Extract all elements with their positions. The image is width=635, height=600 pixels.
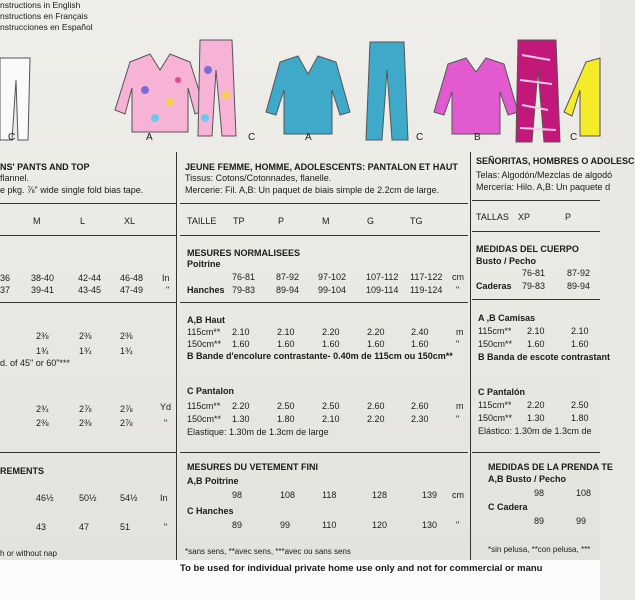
fr-unit: " (456, 285, 460, 295)
es-yard: 2.10 (571, 326, 589, 336)
fr-finished: 98 (232, 490, 243, 500)
fr-bust-label: Poitrine (187, 259, 221, 269)
fr-bust: 107-112 (366, 272, 399, 282)
es-top-label: A ,B Camisas (478, 313, 536, 323)
fr-fab-label: 150cm** (187, 414, 222, 424)
es-pants-label: C Pantalón (478, 387, 526, 397)
en-body-cell: 43-45 (78, 285, 102, 295)
fr-yard: 2.20 (232, 401, 250, 411)
column-divider (176, 152, 177, 560)
en-yardage: 1¾ (120, 346, 133, 356)
en-yardage: 2⅜ (120, 331, 133, 341)
fr-fab-label: 115cm** (187, 401, 221, 411)
es-bust-label: Busto / Pecho (476, 256, 537, 266)
lang-spanish: nstrucciones en Español (0, 22, 93, 32)
en-finished: 46½ (36, 493, 54, 503)
en-yardage: 2¾ (36, 404, 49, 414)
fr-hip: 119-124 (410, 285, 443, 295)
top-yellow-illustration (564, 58, 600, 136)
fr-band-note: B Bande d'encolure contrastante- 0.40m de 115cm ou 150cm** (187, 351, 453, 361)
fr-yard: 2.10 (232, 327, 250, 337)
es-finished-heading: MEDIDAS DE LA PRENDA TE (488, 462, 613, 472)
fr-finished: 110 (322, 520, 337, 530)
es-finished-hip-label: C Cadera (488, 502, 528, 512)
en-body-cell: 46-48 (120, 273, 144, 283)
fr-hip: 109-114 (366, 285, 399, 295)
en-unit: Yd (160, 402, 172, 412)
fr-unit: " (456, 339, 460, 349)
en-notions: e pkg. ⅞" wide single fold bias tape. (0, 185, 144, 195)
es-fab-label: 150cm** (478, 413, 513, 423)
garment-illustrations (0, 40, 600, 150)
en-yardage: 2⅜ (79, 331, 92, 341)
es-size-label: TALLAS (476, 212, 509, 222)
top-b-magenta-illustration (434, 58, 518, 134)
top-a-pink-floral-illustration (115, 54, 205, 132)
fr-bust: 97-102 (318, 272, 347, 282)
es-hip-label: Caderas (476, 281, 512, 291)
en-finished: 47 (79, 522, 90, 532)
fr-hip: 99-104 (318, 285, 347, 295)
fr-fab-label: 150cm** (187, 339, 222, 349)
fr-unit: cm (452, 490, 464, 500)
es-yard: 1.60 (571, 339, 589, 349)
fr-fabrics: Tissus: Cotons/Cotonnades, flanelle. (185, 173, 332, 183)
en-yardage: 2⅜ (36, 331, 49, 341)
en-body-cell: 36 (0, 273, 11, 283)
pants-c-pink-floral-illustration (198, 40, 236, 136)
es-finished: 99 (576, 516, 587, 526)
fr-finished-heading: MESURES DU VETEMENT FINI (187, 462, 319, 472)
en-yardage: 1¾ (36, 346, 49, 356)
fr-yard: 2.60 (411, 401, 429, 411)
fr-yard: 2.10 (322, 414, 340, 424)
fr-finished: 99 (280, 520, 291, 530)
fr-finished: 118 (322, 490, 337, 500)
fr-bust: 87-92 (276, 272, 300, 282)
fr-finished: 120 (372, 520, 388, 530)
es-fabrics: Telas: Algodón/Mezclas de algodó (476, 170, 613, 180)
fr-title: JEUNE FEMME, HOMME, ADOLESCENTS: PANTALON ET HAUT (185, 162, 458, 172)
es-elastic-note: Elástico: 1.30m de 1.3cm de (478, 426, 592, 436)
fr-yard: 1.60 (322, 339, 340, 349)
en-body-cell: " (166, 285, 170, 295)
en-finished: 43 (36, 522, 47, 532)
en-unit: " (164, 418, 168, 428)
fr-yard: 2.20 (367, 327, 385, 337)
es-fab-label: 150cm** (478, 339, 513, 349)
en-finished: 54½ (120, 493, 138, 503)
fr-unit: cm (452, 272, 464, 282)
fr-yard: 2.10 (277, 327, 295, 337)
pants-c-blue-illustration (366, 42, 408, 140)
en-yardage: 2⅞ (120, 418, 133, 428)
es-fab-label: 115cm** (478, 326, 512, 336)
es-yard: 1.80 (571, 413, 589, 423)
fr-finished-hip-label: C Hanches (187, 506, 234, 516)
es-size: XP (518, 212, 531, 222)
fr-yard: 2.50 (322, 401, 340, 411)
pants-c-magenta-print-illustration (516, 40, 560, 142)
fr-yard: 1.80 (277, 414, 295, 424)
es-finished: 89 (534, 516, 545, 526)
fr-bust: 76-81 (232, 272, 256, 282)
fr-unit: m (456, 401, 464, 411)
fr-finished: 128 (372, 490, 388, 500)
fr-finished: 89 (232, 520, 243, 530)
fr-yard: 2.20 (367, 414, 385, 424)
fr-yard: 2.20 (322, 327, 340, 337)
en-yardage: 2⅞ (120, 404, 133, 414)
fr-bust: 117-122 (410, 272, 443, 282)
es-hip: 89-94 (567, 281, 591, 291)
fr-unit: m (456, 327, 464, 337)
fr-finished-bust-label: A,B Poitrine (187, 476, 239, 486)
fr-pants-label: C Pantalon (187, 386, 235, 396)
fr-top-label: A,B Haut (187, 315, 225, 325)
view-letter: A (146, 132, 153, 143)
fr-elastic-note: Elastique: 1.30m de 1.3cm de large (187, 427, 329, 437)
fr-unit: " (456, 414, 460, 424)
footer-notice: To be used for individual private home use only and not for commercial or manu (180, 563, 543, 574)
fr-hip: 79-83 (232, 285, 256, 295)
view-letter: C (8, 132, 16, 143)
fr-size: M (322, 216, 330, 226)
es-band-note: B Banda de escote contrastant (478, 352, 611, 362)
en-finished: 51 (120, 522, 131, 532)
es-finished: 108 (576, 488, 592, 498)
fr-notions: Mercerie: Fil. A,B: Un paquet de biais simple de 2.2cm de large. (185, 185, 440, 195)
en-unit: In (160, 493, 168, 503)
es-yard: 2.20 (527, 400, 545, 410)
top-a-blue-illustration (266, 56, 350, 134)
es-bust: 87-92 (567, 268, 591, 278)
en-size: L (80, 216, 86, 226)
en-size: XL (124, 216, 136, 226)
es-yard: 2.10 (527, 326, 545, 336)
en-yardage: 2⅜ (79, 418, 92, 428)
fr-body-heading: MESURES NORMALISEES (187, 248, 301, 258)
fr-size: TG (410, 216, 423, 226)
lang-french: nstructions en Français (0, 11, 88, 21)
en-yardage: 2⅞ (79, 404, 92, 414)
es-bust: 76-81 (522, 268, 546, 278)
en-body-cell: 47-49 (120, 285, 144, 295)
en-body-cell: 38-40 (31, 273, 55, 283)
en-unit: " (164, 522, 168, 532)
en-size: M (33, 216, 41, 226)
lang-english: nstructions in English (0, 0, 81, 10)
fr-size: G (367, 216, 375, 226)
fr-yard: 2.40 (411, 327, 429, 337)
fr-yard: 1.60 (232, 339, 250, 349)
en-finished: 50½ (79, 493, 97, 503)
en-body-cell: 39-41 (31, 285, 55, 295)
column-divider (470, 152, 471, 560)
fr-hip-label: Hanches (187, 285, 225, 295)
en-nap-note: h or without nap (0, 549, 57, 558)
fr-yard: 1.60 (411, 339, 429, 349)
fr-size: TP (233, 216, 245, 226)
view-letter: C (570, 132, 578, 143)
es-fab-label: 115cm** (478, 400, 512, 410)
view-letter: C (416, 132, 424, 143)
en-body-cell: 42-44 (78, 273, 102, 283)
fr-yard: 2.50 (277, 401, 295, 411)
fr-yard: 1.60 (277, 339, 295, 349)
view-letter: C (248, 132, 256, 143)
fr-yard: 1.30 (232, 414, 250, 424)
fr-hip: 89-94 (276, 285, 300, 295)
es-finished-bust-label: A,B Busto / Pecho (488, 474, 567, 484)
fr-unit: " (456, 520, 460, 530)
es-title: SEÑORITAS, HOMBRES O ADOLESC (476, 156, 635, 166)
es-finished: 98 (534, 488, 545, 498)
fr-finished: 139 (422, 490, 438, 500)
fr-fab-label: 115cm** (187, 327, 221, 337)
en-finished-heading: REMENTS (0, 466, 45, 476)
en-band-note: d. of 45" or 60"*** (0, 358, 70, 368)
view-letter: B (474, 132, 481, 143)
en-yardage: 1¾ (79, 346, 92, 356)
es-yard: 1.60 (527, 339, 545, 349)
fr-yard: 2.30 (411, 414, 429, 424)
es-nap-note: *sin pelusa, **con pelusa, *** (488, 545, 591, 554)
en-body-cell: 37 (0, 285, 11, 295)
es-hip: 79-83 (522, 281, 546, 291)
fr-finished: 108 (280, 490, 296, 500)
fr-size-label: TAILLE (187, 216, 217, 226)
en-title: NS' PANTS AND TOP (0, 162, 90, 172)
en-body-cell: In (162, 273, 170, 283)
fr-nap-note: *sans sens, **avec sens, ***avec ou sans sens (185, 547, 351, 556)
view-letter: A (305, 132, 312, 143)
es-body-heading: MEDIDAS DEL CUERPO (476, 244, 579, 254)
es-size: P (565, 212, 572, 222)
es-yard: 2.50 (571, 400, 589, 410)
en-yardage: 2⅜ (36, 418, 49, 428)
fr-size: P (278, 216, 285, 226)
fr-yard: 2.60 (367, 401, 385, 411)
es-notions: Mercería: Hilo. A,B: Un paquete d (476, 182, 611, 192)
en-fabrics: flannel. (0, 173, 30, 183)
es-yard: 1.30 (527, 413, 545, 423)
pants-c-white-illustration (0, 58, 30, 140)
footer-band (0, 560, 600, 600)
fr-yard: 1.60 (367, 339, 385, 349)
fr-finished: 130 (422, 520, 438, 530)
